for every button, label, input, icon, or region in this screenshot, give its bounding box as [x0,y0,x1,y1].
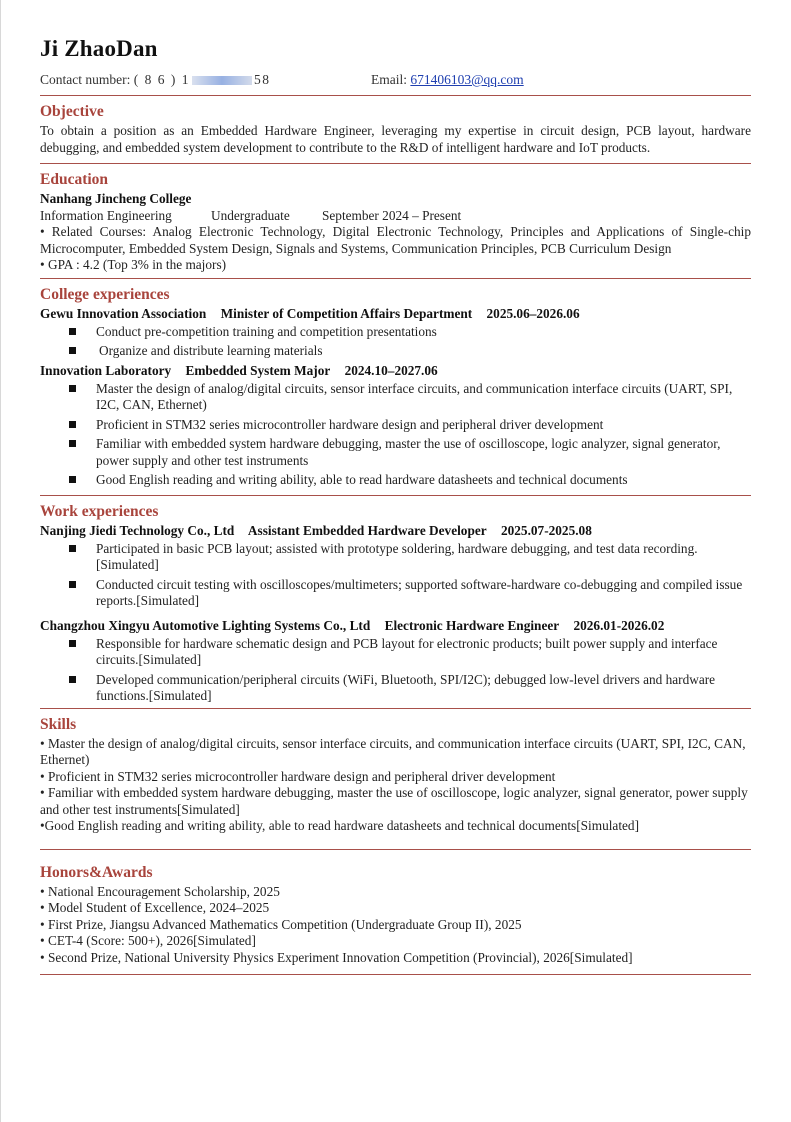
list-item: Developed communication/peripheral circuits (WiFi, Bluetooth, SPI/I2C); debugged low-level drivers and hardware functions.[Simulated] [40,672,751,705]
list-item: • Model Student of Excellence, 2024–2025 [40,900,270,915]
phone-redaction [192,76,252,85]
org1-period: 2025.06–2026.06 [486,305,580,321]
list-item: • Master the design of analog/digital circuits, sensor interface circuits, and communication interface circuits (UART, SPI, I2C, CAN, Ethernet) [40,735,746,767]
education-gpa: • GPA : 4.2 (Top 3% in the majors) [40,257,227,272]
list-item: • Familiar with embedded system hardware debugging, master the use of oscilloscope, logic analyzer, signal generator, power supply and other test instruments[Simulated] [40,785,748,817]
section-divider [40,163,751,164]
list-item: •Good English reading and writing ability, able to read hardware datasheets and technical documents[Simulated] [40,818,640,833]
college-org1-header [40,306,751,322]
email-label: Email: [371,72,407,87]
job1-role: Assistant Embedded Hardware Developer [247,522,487,538]
education-row [40,208,751,225]
list-item: Good English reading and writing ability, able to read hardware datasheets and technical documents [40,472,751,489]
objective-text: To obtain a position as an Embedded Hardware Engineer, leveraging my expertise in circuit design, PCB layout, hardware debugging, and embedded system development to contribute to the R&D of intelligent hardware and IoT products. [40,123,751,155]
contact-line [40,72,751,90]
org2-period: 2024.10–2027.06 [344,362,438,378]
org1-role: Minister of Competition Affairs Department [220,305,473,321]
list-item: Conducted circuit testing with oscilloscopes/multimeters; supported software-hardware co-debugging and compiled issue reports.[Simulated] [40,577,751,610]
section-divider [40,849,751,850]
list-item: Organize and distribute learning materials [40,343,751,360]
section-divider [40,974,751,975]
list-item: Responsible for hardware schematic design and PCB layout for electronic products; built power supply and interface circuits.[Simulated] [40,636,751,669]
list-item: • Proficient in STM32 series microcontroller hardware design and peripheral driver development [40,768,556,784]
list-item: • National Encouragement Scholarship, 2025 [40,883,280,899]
org2-name: Innovation Laboratory [40,362,172,378]
list-item: • CET-4 (Score: 500+), 2026[Simulated] [40,933,256,948]
phone-start: ( 8 6 ) 1 [133,72,190,87]
bullet-square-icon [69,545,76,552]
org2-role: Embedded System Major [185,362,331,378]
honors-title: Honors&Awards [40,863,153,881]
college-org2-header [40,363,751,379]
education-period: September 2024 – Present [322,207,462,223]
list-item: Participated in basic PCB layout; assisted with prototype soldering, hardware debugging, and test data recording. [Simulated] [40,541,751,574]
bullet-square-icon [69,385,76,392]
college-title: College experiences [40,285,170,303]
education-degree: Undergraduate [211,207,290,223]
work-job2-header [40,618,751,634]
bullet-square-icon [69,676,76,683]
phone-label: Contact number: [40,72,131,87]
email-block [371,72,524,88]
job2-period: 2026.01-2026.02 [573,617,665,633]
list-item: • Second Prize, National University Physics Experiment Innovation Competition (Provincial), 2026[Simulated] [40,949,633,965]
skills-title: Skills [40,715,77,733]
candidate-name: Ji ZhaoDan [40,36,158,61]
education-major: Information Engineering [40,207,172,223]
job1-period: 2025.07-2025.08 [500,522,592,538]
bullet-square-icon [69,476,76,483]
bullet-square-icon [69,640,76,647]
school-name: Nanhang Jincheng College [40,191,192,206]
section-divider [40,95,751,96]
section-divider [40,708,751,709]
list-item: Familiar with embedded system hardware debugging, master the use of oscilloscope, logic analyzer, signal generator, power supply and other test instruments [40,436,751,469]
work-job1-header [40,523,751,539]
bullet-square-icon [69,347,76,354]
list-item: • First Prize, Jiangsu Advanced Mathematics Competition (Undergraduate Group II), 2025 [40,916,522,932]
phone-end: 58 [253,72,271,87]
job1-company: Nanjing Jiedi Technology Co., Ltd [40,522,235,538]
email-link[interactable]: 671406103@qq.com [410,72,524,87]
list-item: Conduct pre-competition training and competition presentations [40,324,751,341]
job2-company: Changzhou Xingyu Automotive Lighting Systems Co., Ltd [40,617,371,633]
job2-role: Electronic Hardware Engineer [384,617,560,633]
section-divider [40,495,751,496]
org1-name: Gewu Innovation Association [40,305,207,321]
list-item: Proficient in STM32 series microcontroller hardware design and peripheral driver development [40,417,751,434]
objective-title: Objective [40,103,104,120]
section-divider [40,278,751,279]
bullet-square-icon [69,581,76,588]
bullet-square-icon [69,440,76,447]
education-title: Education [40,171,109,188]
phone-block [40,72,270,88]
education-courses: • Related Courses: Analog Electronic Technology, Digital Electronic Technology, Principles and Applications of Single-chip Microcomputer, Embedded System Design, Signals and Systems, Communication Principles, PCB Curriculum Design [40,224,751,256]
work-title: Work experiences [40,502,159,520]
list-item: Master the design of analog/digital circuits, sensor interface circuits, and communication interface circuits (UART, SPI, I2C, CAN, Ethernet) [40,381,751,414]
bullet-square-icon [69,421,76,428]
bullet-square-icon [69,328,76,335]
